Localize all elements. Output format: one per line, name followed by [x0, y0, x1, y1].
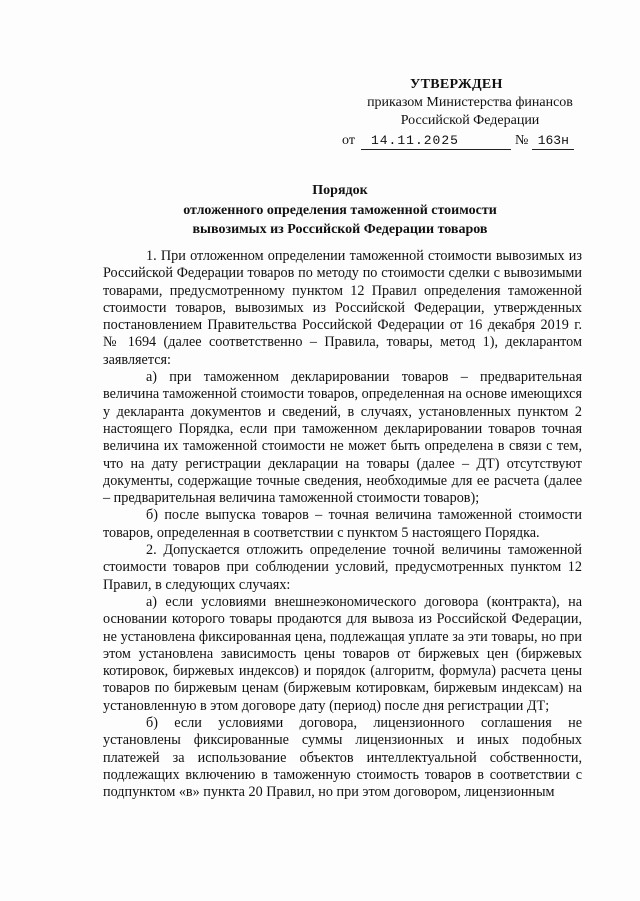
order-number: 163н: [532, 133, 574, 150]
number-label: №: [514, 133, 529, 148]
approval-order-line: приказом Министерства финансов: [367, 95, 573, 110]
title-line-2: отложенного определения таможенной стоимости: [183, 202, 497, 218]
paragraph-1: 1. При отложенном определении таможенной стоимости вывозимых из Российской Федерации товаров по методу по стоимости сделки с вывозимыми товарами, предусмотренному пунктом 12 Правил определения таможенной стоимости товаров, вывозимых из Российской Федерации, утвержденных постановлением Правительства Российской Федерации от 16 декабря 2019 г. № 1694 (далее соответственно – Правила, товары, метод 1), декларантом заявляется:: [103, 248, 582, 368]
document-body: [103, 248, 582, 802]
date-label: от: [342, 133, 355, 148]
paragraph-2a: а) если условиями внешнеэкономического договора (контракта), на основании которого товары продаются для вывоза из Российской Федерации, не установлена фиксированная цена, подлежащая уплате за эти товары, но при этом установлена зависимость цены товаров от биржевых цен (биржевых котировок, биржевых индексов) и порядок (алгоритм, формула) расчета цены товаров по биржевым ценам (биржевым котировкам, биржевым индексам) на установленную в этом договоре дату (период) после дня регистрации ДТ;: [103, 593, 582, 714]
paragraph-2b: б) если условиями договора, лицензионного соглашения не установлены фиксированные суммы лицензионных и иных подобных платежей за использование объектов интеллектуальной собственности, подлежащих включению в таможенную стоимость товаров в соответствии с подпунктом «в» пункта 20 Правил, но при этом договором, лицензионным: [103, 715, 582, 801]
document-title: [100, 181, 580, 240]
title-line-1: Порядок: [312, 183, 368, 198]
order-date: 14.11.2025: [361, 133, 511, 150]
paragraph-1b: б) после выпуска товаров – точная величина таможенной стоимости товаров, определенная в соответствии с пунктом 5 настоящего Порядка.: [103, 507, 582, 541]
approval-stamp: [340, 76, 600, 150]
paragraph-1a: а) при таможенном декларировании товаров – предварительная величина таможенной стоимости товаров, определенная на основе имеющихся у декларанта документов и сведений, в случаях, установленных пунктом 2 настоящего Порядка, если при таможенном декларировании товаров точная величина их таможенной стоимости не может быть определена в связи с тем, что на дату регистрации декларации на товары (далее – ДТ) отсутствуют документы, содержащие точные сведения, необходимые для ее расчета (далее – предварительная величина таможенной стоимости товаров);: [103, 369, 582, 507]
approval-date-row: [342, 132, 600, 150]
paragraph-2: 2. Допускается отложить определение точной величины таможенной стоимости товаров при соблюдении условий, предусмотренных пунктом 12 Правил, в следующих случаях:: [103, 542, 582, 593]
approval-ministry-line: Российской Федерации: [400, 113, 540, 128]
approved-heading: УТВЕРЖДЕН: [410, 77, 503, 92]
title-line-3: вывозимых из Российской Федерации товаров: [192, 222, 488, 237]
